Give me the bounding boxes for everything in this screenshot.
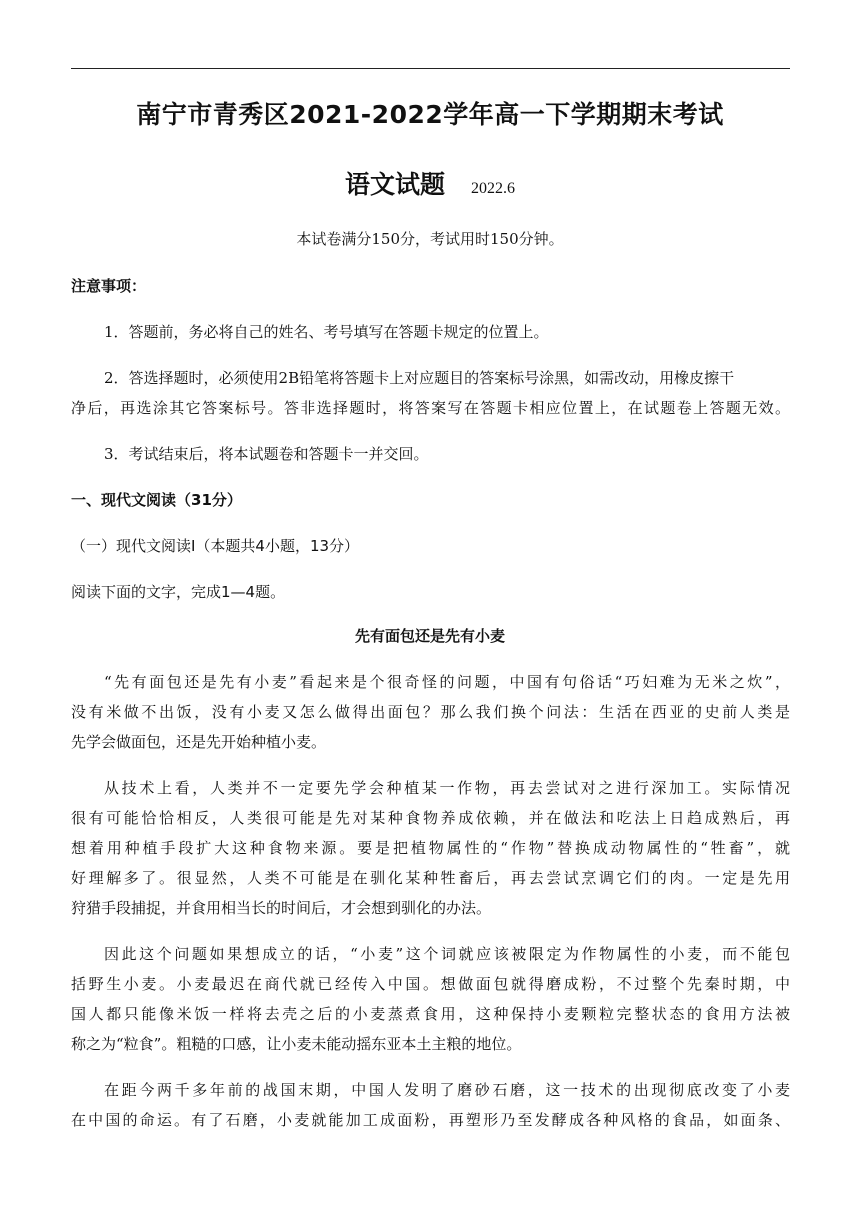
- article-line: 在中国的命运。有了石磨，小麦就能加工成面粉，再塑形乃至发酵成各种风格的食品，如面条、: [71, 1111, 790, 1129]
- exam-subject: 语文试题: [344, 170, 445, 199]
- article-line: “先有面包还是先有小麦”看起来是个很奇怪的问题，中国有句俗话“巧妇难为无米之炊”，: [104, 673, 790, 691]
- section-heading: 一、现代文阅读（31分）: [71, 491, 242, 509]
- article-line: 括野生小麦。小麦最迟在商代就已经传入中国。想做面包就得磨成粉，不过整个先秦时期，中: [71, 975, 790, 993]
- exam-date: 2022.6: [471, 180, 515, 197]
- subsection-heading: （一）现代文阅读I（本题共4小题，13分）: [71, 537, 360, 555]
- article-line: 国人都只能像米饭一样将去壳之后的小麦蒸煮食用，这种保持小麦颗粒完整状态的食用方法被: [71, 1005, 790, 1023]
- article-title: 先有面包还是先有小麦: [354, 627, 505, 645]
- notice-item: 1．答题前，务必将自己的姓名、考号填写在答题卡规定的位置上。: [104, 323, 549, 341]
- article-line: 先学会做面包，还是先开始种植小麦。: [71, 733, 327, 751]
- subtitle-line: [0, 165, 860, 201]
- notice-item-continued: 净后，再选涂其它答案标号。答非选择题时，将答案写在答题卡相应位置上，在试题卷上答题无效。: [71, 399, 790, 417]
- article-line: 在距今两千多年前的战国末期，中国人发明了磨砂石磨，这一技术的出现彻底改变了小麦: [104, 1081, 790, 1099]
- article-line: 很有可能恰恰相反，人类很可能是先对某种食物养成依赖，并在做法和吃法上日趋成熟后，再: [71, 809, 790, 827]
- article-line: 想着用种植手段扩大这种食物来源。要是把植物属性的“作物”替换成动物属性的“牲畜”，就: [71, 839, 790, 857]
- article-line: 因此这个问题如果想成立的话，“小麦”这个词就应该被限定为作物属性的小麦，而不能包: [104, 945, 790, 963]
- reading-instruction: 阅读下面的文字，完成1—4题。: [71, 583, 286, 601]
- article-line: 没有米做不出饭，没有小麦又怎么做得出面包？那么我们换个问法：生活在西亚的史前人类是: [71, 703, 790, 721]
- header-rule: [71, 68, 790, 69]
- notice-heading: 注意事项：: [71, 277, 147, 295]
- article-line: 从技术上看，人类并不一定要先学会种植某一作物，再去尝试对之进行深加工。实际情况: [104, 779, 790, 797]
- exam-title: 南宁市青秀区2021-2022学年高一下学期期末考试: [136, 100, 724, 129]
- exam-note: 本试卷满分150分，考试用时150分钟。: [296, 230, 564, 248]
- article-line: 称之为“粒食”。粗糙的口感，让小麦未能动摇东亚本土主粮的地位。: [71, 1035, 522, 1053]
- article-line: 好理解多了。很显然，人类不可能是在驯化某种牲畜后，再去尝试烹调它们的肉。一定是先用: [71, 869, 790, 887]
- article-line: 狩猎手段捕捉，并食用相当长的时间后，才会想到驯化的办法。: [71, 899, 492, 917]
- notice-item: 3．考试结束后，将本试题卷和答题卡一并交回。: [104, 445, 429, 463]
- notice-item: 2．答选择题时，必须使用2B铅笔将答题卡上对应题目的答案标号涂黑，如需改动，用橡皮擦干: [104, 369, 735, 387]
